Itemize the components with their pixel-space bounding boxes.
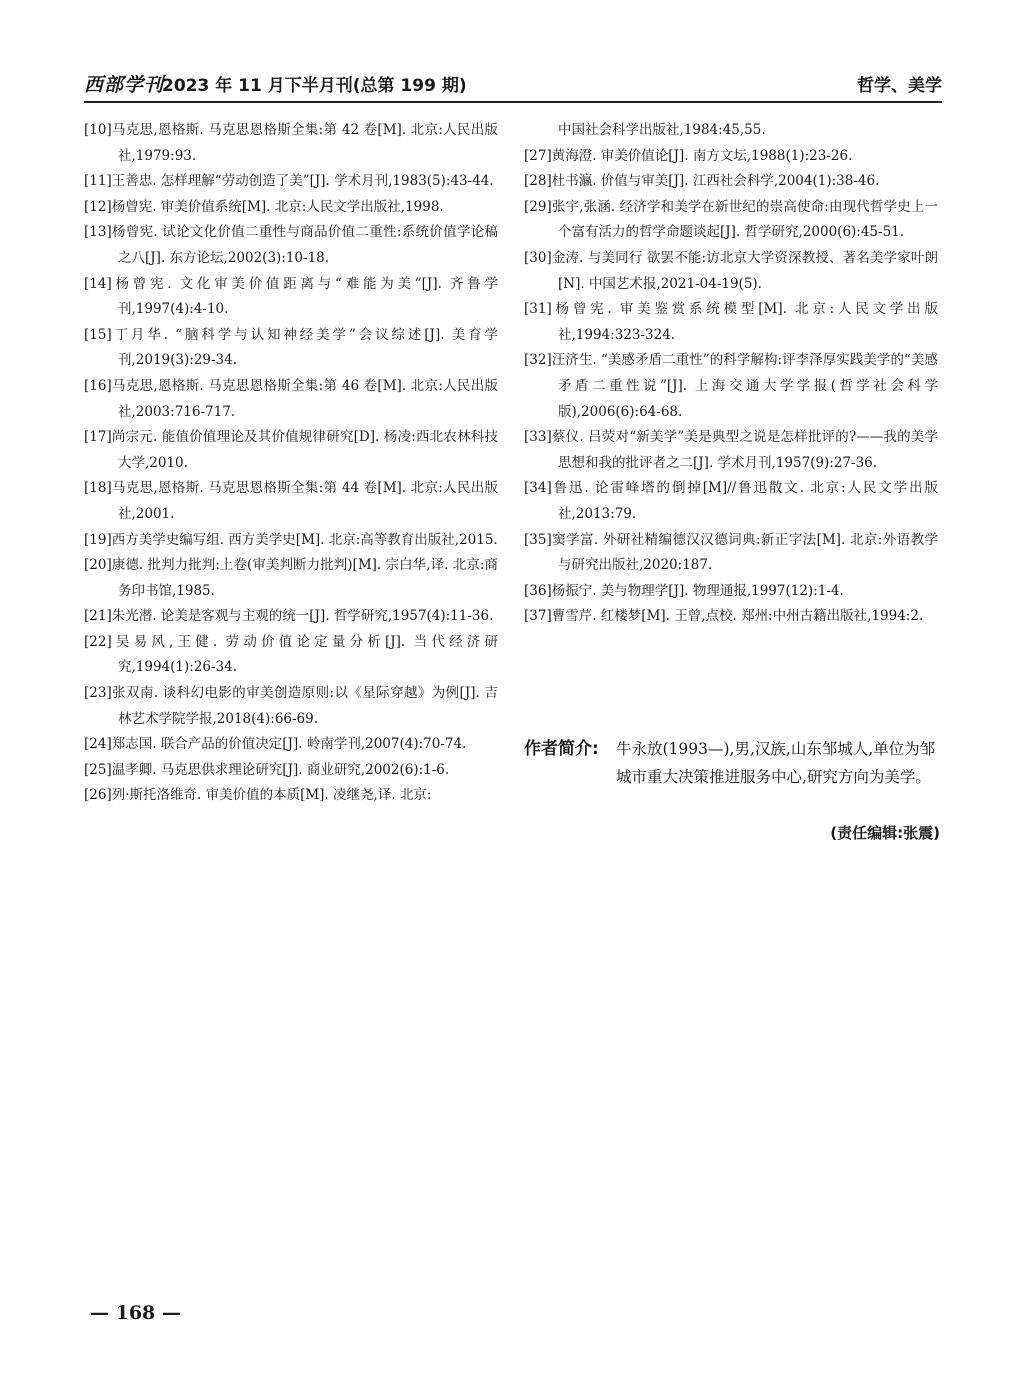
reference-number: [15] — [84, 326, 112, 343]
references-left-column — [84, 118, 498, 809]
editor-credit: (责任编辑:张震) — [830, 824, 940, 842]
reference-text: 郑志国. 联合产品的价值决定[J]. 岭南学刊,2007(4):70-74. — [111, 736, 467, 753]
reference-number: [27] — [524, 147, 552, 164]
reference-entry — [84, 425, 498, 476]
reference-text: 汪济生. “美感矛盾二重性”的科学解构:评李泽厚实践美学的“美感矛盾二重性说”[J]. 上海交通大学学报(哲学社会科学版),2006(6):64-68. — [551, 352, 938, 420]
reference-number: [32] — [524, 352, 552, 369]
reference-number: [23] — [84, 685, 112, 702]
reference-entry — [84, 374, 498, 425]
reference-text: 马克思,恩格斯. 马克思恩格斯全集:第 44 卷[M]. 北京:人民出版社,2001. — [111, 480, 498, 522]
reference-text: 杨曾宪. 文化审美价值距离与“难能为美”[J]. 齐鲁学刊,1997(4):4-10. — [111, 275, 498, 318]
reference-text: 鲁迅. 论雷峰塔的倒掉[M]//鲁迅散文. 北京:人民文学出版社,2013:79. — [551, 480, 938, 522]
reference-text: 中国社会科学出版社,1984:45,55. — [558, 122, 766, 138]
reference-text: 金涛. 与美同行 欲罢不能:访北京大学资深教授、著名美学家叶朗[N]. 中国艺术报,2021-04-19(5). — [551, 249, 938, 292]
reference-entry — [84, 323, 498, 374]
page-header — [84, 70, 942, 98]
reference-entry — [84, 553, 498, 604]
reference-text: 曹雪芹. 红楼梦[M]. 王曾,点校. 郑州:中州古籍出版社,1994:2. — [551, 608, 924, 625]
reference-entry — [524, 476, 938, 527]
reference-entry — [84, 758, 498, 784]
reference-text: 杨振宁. 美与物理学[J]. 物理通报,1997(12):1-4. — [551, 582, 844, 599]
reference-text: 杨曾宪. 审美鉴赏系统模型[M]. 北京:人民文学出版社,1994:323-324. — [551, 301, 938, 343]
reference-number: [29] — [524, 198, 552, 215]
reference-text: 窦学富. 外研社精编德汉汉德词典:新正字法[M]. 北京:外语教学与研究出版社,2020:187. — [551, 531, 938, 574]
reference-number: [22] — [84, 633, 112, 650]
reference-entry — [524, 144, 938, 170]
reference-entry — [84, 476, 498, 527]
reference-number: [36] — [524, 582, 552, 599]
reference-text: 张双南. 谈科幻电影的审美创造原则:以《星际穿越》为例[J]. 吉林艺术学院学报,2018(4):66-69. — [111, 685, 498, 727]
reference-number: [14] — [84, 275, 112, 292]
journal-logo: 西部学刊 — [84, 74, 165, 96]
reference-number: [34] — [524, 480, 552, 497]
reference-number: [18] — [84, 480, 112, 497]
reference-number: [11] — [84, 173, 112, 190]
reference-number: [25] — [84, 761, 112, 778]
reference-number: [26] — [84, 787, 112, 804]
references-right-column — [524, 118, 938, 630]
reference-text: 丁月华. “脑科学与认知神经美学”会议综述[J]. 美育学刊,2019(3):29-34. — [111, 326, 498, 369]
reference-entry — [84, 630, 498, 681]
reference-number: [33] — [524, 429, 552, 446]
issue-info: 2023 年 11 月下半月刊(总第 199 期) — [162, 76, 467, 96]
reference-text: 张宇,张涵. 经济学和美学在新世纪的崇高使命:由现代哲学史上一个富有活力的哲学命题谈起[J]. 哲学研究,2000(6):45-51. — [551, 198, 938, 241]
reference-entry — [524, 246, 938, 297]
reference-entry — [84, 604, 498, 630]
reference-entry — [84, 528, 498, 554]
reference-text: 马克思,恩格斯. 马克思恩格斯全集:第 46 卷[M]. 北京:人民出版社,2003:716-717. — [111, 377, 498, 420]
reference-number: [20] — [84, 557, 112, 574]
reference-entry — [524, 195, 938, 246]
reference-number: [19] — [84, 531, 112, 548]
reference-text: 杜书瀛. 价值与审美[J]. 江西社会科学,2004(1):38-46. — [551, 173, 880, 190]
reference-entry — [84, 732, 498, 758]
reference-entry — [84, 681, 498, 732]
reference-text: 杨曾宪. 试论文化价值二重性与商品价值二重性:系统价值学论稿之八[J]. 东方论坛,2002(3):10-18. — [111, 224, 498, 266]
reference-text: 尚宗元. 能值价值理论及其价值规律研究[D]. 杨凌:西北农林科技大学,2010. — [111, 429, 498, 471]
section-title: 哲学、美学 — [857, 76, 942, 96]
reference-entry — [524, 297, 938, 348]
reference-entry — [84, 195, 498, 221]
reference-entry — [84, 169, 498, 195]
reference-entry — [524, 348, 938, 425]
reference-text: 温孝卿. 马克思供求理论研究[J]. 商业研究,2002(6):1-6. — [111, 761, 450, 778]
reference-text: 康德. 批判力批判:上卷(审美判断力批判)[M]. 宗白华,译. 北京:商务印书馆,1985. — [111, 557, 498, 599]
reference-number: [10] — [84, 122, 112, 138]
reference-entry — [524, 579, 938, 605]
reference-entry — [524, 604, 938, 630]
author-bio-label: 作者简介: — [524, 739, 599, 759]
reference-text: 杨曾宪. 审美价值系统[M]. 北京:人民文学出版社,1998. — [111, 198, 444, 215]
reference-number: [21] — [84, 608, 112, 625]
reference-number: [16] — [84, 377, 112, 394]
reference-number: [13] — [84, 224, 112, 241]
reference-text: 朱光潜. 论美是客观与主观的统一[J]. 哲学研究,1957(4):11-36. — [111, 608, 494, 625]
reference-text: 西方美学史编写组. 西方美学史[M]. 北京:高等教育出版社,2015. — [111, 531, 498, 548]
reference-entry — [84, 272, 498, 323]
reference-entry — [84, 220, 498, 271]
reference-number: [35] — [524, 531, 552, 548]
reference-number: [17] — [84, 429, 112, 446]
page-number: — 168 — — [90, 1302, 181, 1324]
reference-entry — [84, 118, 498, 169]
reference-number: [30] — [524, 249, 552, 266]
reference-text: 王善忠. 怎样理解“劳动创造了美”[J]. 学术月刊,1983(5):43-44. — [111, 173, 494, 190]
header-rule — [84, 101, 942, 103]
reference-entry — [524, 169, 938, 195]
reference-text: 列·斯托洛维奇. 审美价值的本质[M]. 凌继尧,译. 北京: — [111, 787, 432, 804]
reference-entry — [524, 118, 938, 144]
reference-number: [24] — [84, 736, 112, 753]
reference-text: 马克思,恩格斯. 马克思恩格斯全集:第 42 卷[M]. 北京:人民出版社,1979:93. — [111, 122, 498, 164]
reference-text: 吴易风,王健. 劳动价值论定量分析[J]. 当代经济研究,1994(1):26-34. — [111, 633, 498, 676]
reference-text: 黄海澄. 审美价值论[J]. 南方文坛,1988(1):23-26. — [551, 147, 853, 164]
reference-number: [28] — [524, 173, 552, 190]
reference-text: 蔡仪. 吕荧对“新美学”美是典型之说是怎样批评的?——我的美学思想和我的批评者之二[J]. 学术月刊,1957(9):27-36. — [551, 429, 938, 471]
reference-entry — [524, 528, 938, 579]
reference-number: [37] — [524, 608, 552, 625]
reference-number: [12] — [84, 198, 112, 215]
reference-number: [31] — [524, 301, 552, 318]
reference-entry — [524, 425, 938, 476]
reference-entry — [84, 783, 498, 809]
author-bio-text: 牛永放(1993—),男,汉族,山东邹城人,单位为邹城市重大决策推进服务中心,研究方向为美学。 — [616, 740, 936, 786]
